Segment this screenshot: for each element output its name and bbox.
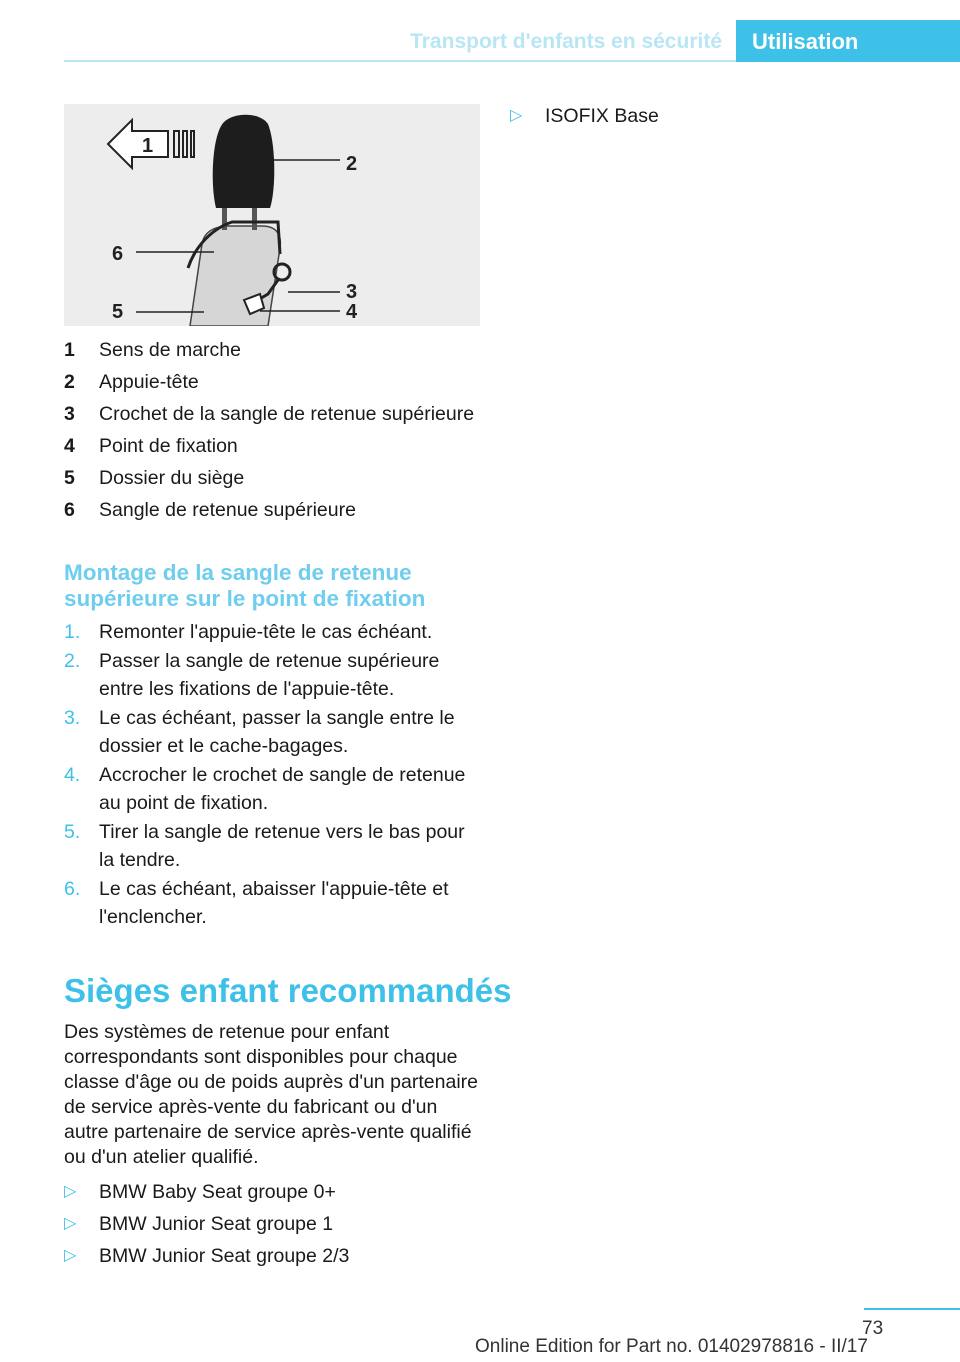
triangle-bullet-icon: ▷ [64, 1215, 77, 1232]
legend-number: 1 [64, 339, 75, 361]
step-text: Passer la sangle de retenue supérieure entre les fixations de l'appuie-tête. [99, 650, 440, 700]
legend-item [64, 370, 484, 402]
legend-item [64, 402, 484, 434]
legend-text: Sangle de retenue supérieure [99, 499, 356, 521]
procedure-subheading: Montage de la sangle de retenue supérieure sur le point de fixation [64, 560, 426, 611]
legend-item [64, 434, 484, 466]
step-number: 1. [64, 621, 81, 643]
headrest-tether-illustration [64, 104, 480, 326]
legend-number: 3 [64, 403, 75, 425]
intro-paragraph: Des systèmes de retenue pour enfant correspondants sont disponibles pour chaque classe d'âge ou de poids auprès d'un partenaire de service après-vente du fabricant ou d'un autre partenaire de service après-vente qualifié ou d'un atelier qualifié. [64, 1021, 478, 1168]
footer-rule [864, 1308, 960, 1310]
callout-3: 3 [346, 281, 358, 303]
callout-2: 2 [346, 153, 358, 175]
legend-number: 6 [64, 499, 75, 521]
callout-1: 1 [142, 135, 154, 157]
step-text: Accrocher le crochet de sangle de retenue au point de fixation. [99, 764, 466, 814]
step-number: 2. [64, 650, 81, 672]
headrest-tether-figure [64, 104, 480, 326]
section-title: Sièges enfant recommandés [64, 972, 512, 1009]
step-number: 6. [64, 878, 81, 900]
direction-arrow-icon [108, 120, 168, 168]
procedure-step [64, 618, 484, 646]
step-text: Tirer la sangle de retenue vers le bas pour la tendre. [99, 821, 465, 871]
legend-text: Appuie-tête [99, 371, 199, 393]
legend-text: Dossier du siège [99, 467, 245, 489]
figure-legend [64, 338, 484, 530]
legend-number: 5 [64, 467, 75, 489]
procedure-step [64, 704, 484, 760]
triangle-bullet-icon: ▷ [64, 1247, 77, 1264]
list-item-text: BMW Baby Seat groupe 0+ [99, 1181, 336, 1203]
legend-item [64, 466, 484, 498]
callout-4: 4 [346, 301, 358, 323]
legend-number: 4 [64, 435, 75, 457]
triangle-bullet-icon: ▷ [510, 107, 523, 124]
recommended-seats-list [64, 1178, 484, 1274]
legend-item [64, 498, 484, 530]
legend-item [64, 338, 484, 370]
procedure-step [64, 818, 484, 874]
list-item-text: ISOFIX Base [545, 105, 659, 127]
headrest-shape [213, 115, 275, 208]
list-item-text: BMW Junior Seat groupe 2/3 [99, 1245, 350, 1267]
procedure-step [64, 647, 484, 703]
list-item-text: BMW Junior Seat groupe 1 [99, 1213, 334, 1235]
list-item [64, 1242, 484, 1274]
legend-text: Crochet de la sangle de retenue supérieure [99, 403, 475, 425]
step-number: 5. [64, 821, 81, 843]
list-item [510, 102, 910, 130]
callout-5: 5 [112, 301, 124, 323]
list-item [64, 1210, 484, 1242]
right-column-list [510, 102, 910, 130]
procedure-step [64, 875, 484, 931]
procedure-steps [64, 618, 484, 932]
legend-text: Sens de marche [99, 339, 241, 361]
step-text: Le cas échéant, abaisser l'appuie-tête et l'enclencher. [99, 878, 449, 928]
legend-number: 2 [64, 371, 75, 393]
legend-text: Point de fixation [99, 435, 238, 457]
header-chapter-tab: Utilisation [736, 20, 960, 62]
step-number: 4. [64, 764, 81, 786]
list-item [64, 1178, 484, 1210]
procedure-step [64, 761, 484, 817]
step-text: Le cas échéant, passer la sangle entre le dossier et le cache-bagages. [99, 707, 455, 757]
callout-6: 6 [112, 243, 124, 265]
page-number: 73 [862, 1318, 884, 1339]
step-text: Remonter l'appuie-tête le cas échéant. [99, 621, 433, 643]
footer-edition-text: Online Edition for Part no. 01402978816 - II/17 [475, 1336, 868, 1357]
triangle-bullet-icon: ▷ [64, 1183, 77, 1200]
step-number: 3. [64, 707, 81, 729]
header-section-title: Transport d'enfants en sécurité [410, 30, 722, 53]
